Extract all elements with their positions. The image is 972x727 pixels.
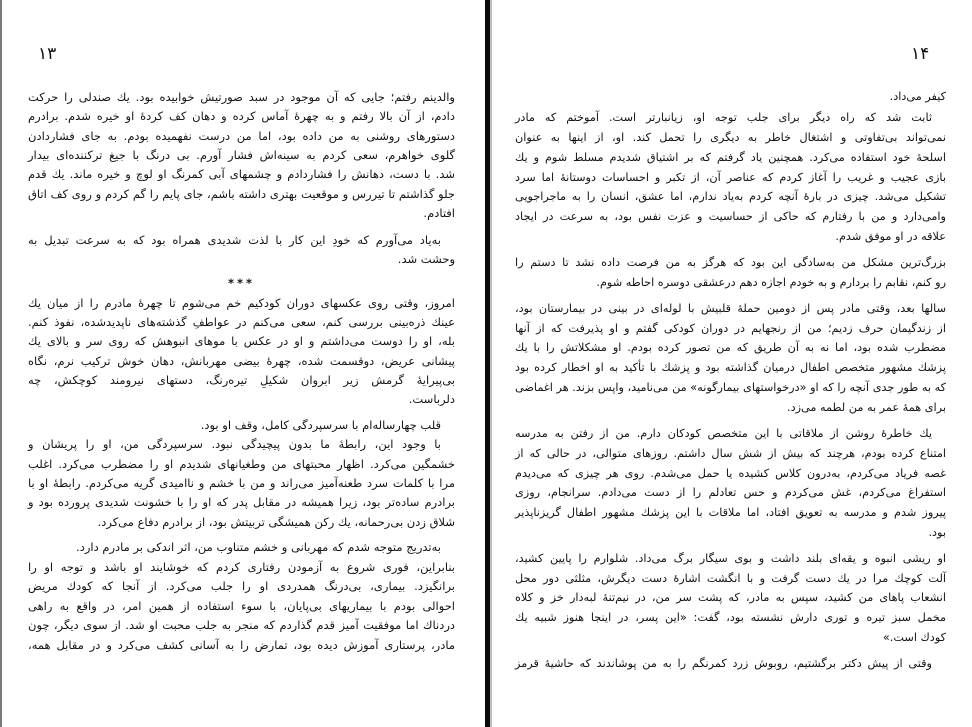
text-line: نمی‌تواند بی‌تفاوتی و اشتغال خاطر به دیگری را تحمل کند. او، از اینها به عنوان bbox=[515, 131, 946, 144]
text-line: بی‌پیرایهٔ گرمش زیر ابروان شکیلِ تیره‌رنگ، دستهای نیرومند کوچکش، چه bbox=[28, 373, 455, 387]
text-line: وحشت شد. bbox=[397, 252, 455, 266]
text-line: انشعاب پاهای من کشید، سپس به مادر، که پشت سر من، در نیم‌تنهٔ لبه‌دار خز و کلاه bbox=[515, 591, 946, 604]
text-line: تشکیل می‌شد. چیزی در بارهٔ آنچه کردم به‌یاد ندارم، اما عشق، انسان را به ماجراجویی bbox=[515, 190, 946, 203]
text-line: افتادم. bbox=[423, 206, 455, 220]
text-line: گلوی خواهرم، سعی کردم به سینه‌اش فشار آورم. بی درنگ با جیغ ترکننده‌ای بیدار bbox=[28, 148, 455, 162]
text-line: پیروز شدم و مدرسه به تعویق افتاد، اما ملاقات با این پزشك مشهور اطفال گریزناپذیر bbox=[515, 506, 946, 519]
right-page bbox=[492, 0, 972, 727]
text-line: دردناك اما موفقیت آمیز قدم گذاردم که منجر به جلب محبت او شد. از سوی دیگر، چون bbox=[28, 618, 455, 632]
page-number: ۱۳ bbox=[38, 44, 57, 64]
text-line: بنابراین، فوری شروع به آزمودن رفتاری کردم که خوشایند او باشد و توجه او را bbox=[28, 560, 455, 574]
text-line: برانگیزد. بیماری، بی‌درنگ همدردی او را جلب می‌کرد. از آنجا که کودك مریض bbox=[28, 579, 455, 593]
text-line: بود. bbox=[928, 526, 946, 539]
text-line: مادر، پرستاری آموزش دیده بود، تمارض را به آسانی کشف می‌کرد و در مقابل همه، bbox=[28, 638, 455, 652]
text-line: عینك ذره‌بینی بررسی کنم، سعی می‌کنم در عواطفِ گذشته‌های ناپدیدشده، نفوذ کنم. bbox=[28, 315, 455, 329]
text-line: خشمگین می‌کرد. اظهار محبتهای من وطغیانهای شدیدم او را مضطرب می‌کرد. اغلب bbox=[28, 457, 455, 471]
text-line: یك خاطرهٔ روشن از ملاقاتی با این متخصص کودکان دارم. من از رفتن به مدرسه bbox=[515, 427, 932, 440]
text-line: آلت کوچك مرا در یك دست گرفت و با انگشت اشارهٔ دست دیگرش، مثلثی دور محل bbox=[515, 572, 946, 585]
text-line: دستورهای روشنی به من داده بود، اما من درست نفهمیده بودم. به جای فشاردادن bbox=[28, 129, 455, 143]
section-break: *** bbox=[227, 276, 256, 290]
left-text-block bbox=[28, 0, 455, 727]
text-line: که به طور جدی آنچه را که او «درخواستهای بیمارگونه» من می‌نامید، واپس بزند. هر اغماضی bbox=[515, 381, 946, 394]
text-line: بازی عجیب و غریب را آغاز کردم که عناصر آن، از تکبر و احساسات دوستانهٔ اما سرد bbox=[515, 171, 946, 184]
text-line: مرا با کلمات سرد طعنه‌آمیز می‌راند و من با خشم و ناامیدی گریه می‌کردم. رابطهٔ او با bbox=[28, 476, 455, 490]
text-line: والدینم رفتم؛ جایی که آن موجود در سبد صورتیش خوابیده بود. یك صندلی را حرکت bbox=[28, 90, 455, 104]
text-line: جلو گذاشتم تا تیررس و موقعیت بهتری داشته باشم، جای پایم را گم کردم و روی کف اتاق bbox=[28, 187, 455, 201]
text-line: با وجود این، رابطهٔ ما بدون پیچیدگی نبود. سرسپردگی من، او را پریشان و bbox=[28, 437, 441, 451]
text-line: او ریشی انبوه و یقه‌ای بلند داشت و بوی سیگار برگ می‌داد. شلوارم را پایین کشید، bbox=[515, 552, 946, 565]
text-line: پزشك مشهور متخصص اطفال درمیان گذاشته بود و پزشك با تأکید به او اخطار کرده بود bbox=[515, 361, 946, 374]
text-line: کودك است.» bbox=[882, 631, 946, 644]
text-line: مخمل سبز تیره و توری دارش نشسته بود، گفت: «این پسر، در اینجا هنوز شبیه یك bbox=[515, 611, 946, 624]
text-line: شلاق زدن بی‌رحمانه، یك رکن همیشگی تربیتش بود، از برادرم دفاع می‌کرد. bbox=[97, 515, 455, 529]
text-line: امروز، وقتی روی عکسهای دوران کودکیم خم می‌شوم تا چهرهٔ مادرم را از میان یك bbox=[28, 296, 455, 310]
text-line: احوالی بودم با بیماریهای بی‌پایان، با سوء استفاده از همین امر، در واقع به راهی bbox=[28, 599, 455, 613]
text-line: کیفر می‌داد. bbox=[889, 90, 946, 103]
text-line: برادرم ساده‌تر بود، زیرا همیشه در مقابل پدر که او را با خشونت شدیدی پرورده بود و bbox=[28, 495, 455, 509]
text-line: وامی‌دارد و من با رفتارم که حاکی از حساسیت و عزت نفس بود، به سرعت در ایجاد bbox=[515, 210, 946, 223]
text-line: از زندگیمان حرف زدیم؛ من از رنجهایم در دوران کودکی گفتم و او پذیرفت که از آنها bbox=[515, 322, 946, 335]
text-line: به‌یاد می‌آورم که خودِ این کار با لذت شدیدی همراه بود که به سرعت تبدیل به bbox=[28, 233, 441, 247]
text-line: پیشانی عریض، دوقسمت شده، چهرهٔ بیضی مهربانش، دهان خوش ترکیب نرم، نگاه bbox=[28, 354, 455, 368]
right-text-block bbox=[515, 0, 946, 727]
page-number: ۱۴ bbox=[911, 44, 930, 64]
text-line: به‌تدریج متوجه شدم که مهربانی و خشم متناوب من، اثر اندکی بر مادرم دارد. bbox=[76, 540, 441, 554]
text-line: قلب چهارساله‌ام با سرسپردگی کامل، وقف او بود. bbox=[200, 418, 441, 432]
text-line: بله، او را دوست می‌داشتم و او در عکس با موهای انبوهش که روی سر و بالای یك bbox=[28, 334, 455, 348]
text-line: مضطرب شده بود، اما نه به آن طریق که من تصور کرده بودم. او مشکلاتش را با یك bbox=[515, 341, 946, 354]
text-line: غصه فریاد می‌کردم، به‌درون کلاس کشیده یا حمل می‌شدم. روی هر چیزی که می‌دیدم bbox=[515, 467, 946, 480]
text-line: رو کنم، نقابم را بردارم و به خودم اجازه دهم درعشقی دوسره احاطه شوم. bbox=[596, 276, 946, 289]
text-line: بزرگ‌ترین مشکل من به‌سادگی این بود که هرگز به من فرصت داده نشد تا دستم را bbox=[515, 256, 946, 269]
text-line: شد. با دست، دهانش را فشاردادم و چشمهای آبی کمرنگ او لوچ و خیره ماند. یك قدم bbox=[28, 167, 455, 181]
text-line: وقتی از پیش دکتر برگشتیم، روبوش زرد کمرنگم را به من پوشاندند که حاشیهٔ قرمز bbox=[515, 657, 932, 670]
text-line: استفراغ می‌کردم، غش می‌کردم و حس تعادلم را از دست می‌دادم. سرانجام، روزی bbox=[515, 486, 946, 499]
text-line: علاقه در او موفق شدم. bbox=[835, 230, 946, 243]
text-line: دلرباست. bbox=[408, 392, 455, 406]
left-page bbox=[0, 0, 485, 727]
text-line: برای همهٔ عمر به من لطمه می‌زد. bbox=[787, 401, 946, 414]
text-line: سالها بعد، وقتی مادر پس از دومین حملهٔ قلبیش با لوله‌ای در بینی در بیمارستان بود، bbox=[515, 302, 946, 315]
text-line: امتناع کرده بودم، هرچند که بیش از شش سال داشتم. روزهای متوالی، در حالی که از bbox=[515, 447, 946, 460]
text-line: ثابت شد که راه دیگر برای جلب توجه او، زیانبارتر است. آموختم که مادر bbox=[515, 111, 932, 124]
text-line: دادم، از آن بالا رفتم و به چهرهٔ آماس کرده و دهان کف کردهٔ او خیره شدم. برادرم bbox=[28, 109, 455, 123]
text-line: اسلحهٔ خود استفاده می‌کرد. همچنین یاد گرفتم که بر اشتیاق شدیدم مسلط شوم و یك bbox=[515, 151, 946, 164]
